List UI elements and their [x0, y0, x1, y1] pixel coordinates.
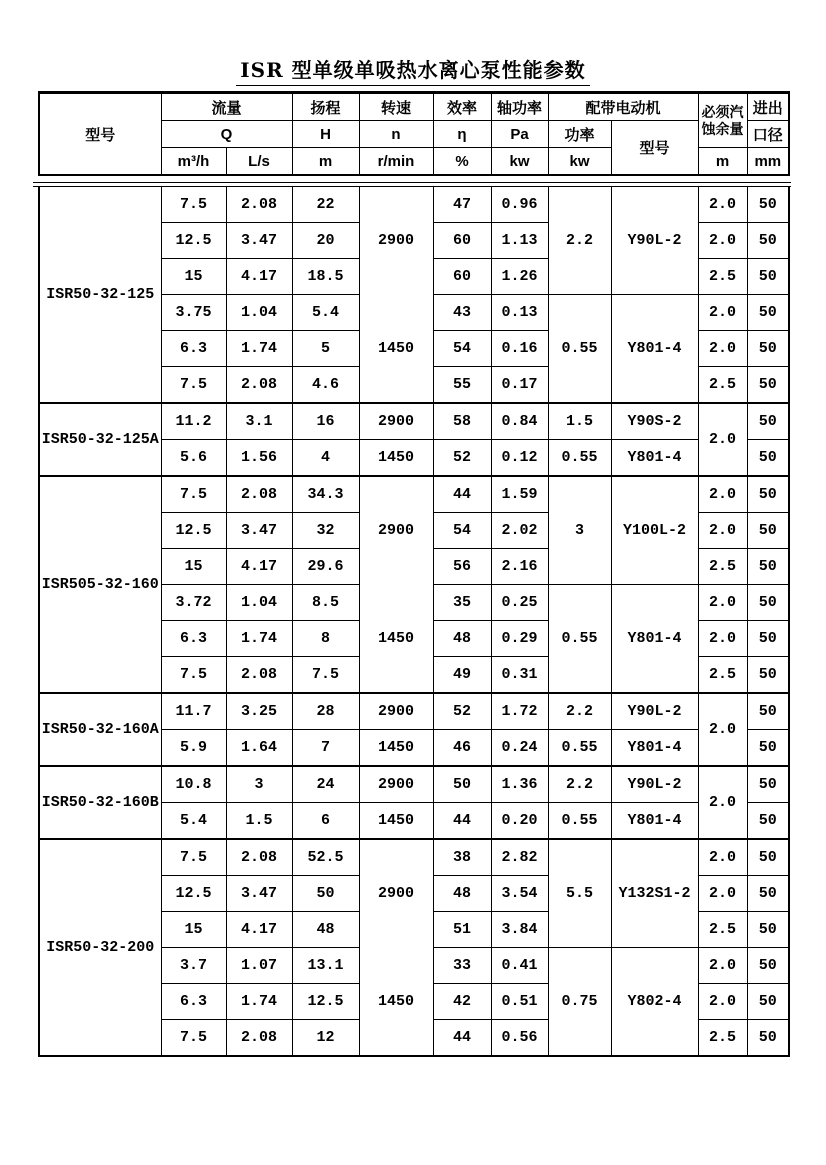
header-port-line2: 口径: [747, 121, 789, 148]
flow-ls-value: 1.07: [226, 948, 292, 984]
flow-ls-value: 3.47: [226, 513, 292, 549]
shaft-power-value: 0.56: [491, 1020, 548, 1057]
port-diameter-value: 50: [747, 657, 789, 694]
npsh-value: 2.0: [698, 476, 747, 513]
head-value: 18.5: [292, 259, 359, 295]
flow-m3h-value: 7.5: [161, 367, 226, 404]
port-diameter-value: 50: [747, 549, 789, 585]
shaft-power-value: 3.54: [491, 876, 548, 912]
shaft-power-value: 2.02: [491, 513, 548, 549]
header-speed: 转速: [359, 93, 433, 121]
flow-m3h-value: 7.5: [161, 187, 226, 223]
efficiency-value: 54: [433, 331, 491, 367]
npsh-value: 2.0: [698, 187, 747, 223]
flow-m3h-value: 3.7: [161, 948, 226, 984]
npsh-value: 2.0: [698, 948, 747, 984]
header-shaft-power-symbol: Pa: [491, 121, 548, 148]
motor-power-value: 0.75: [548, 948, 611, 1057]
efficiency-value: 42: [433, 984, 491, 1020]
npsh-value: 2.0: [698, 513, 747, 549]
motor-power-value: 0.55: [548, 295, 611, 404]
header-motor: 配带电动机: [548, 93, 698, 121]
flow-m3h-value: 10.8: [161, 766, 226, 803]
efficiency-value: 35: [433, 585, 491, 621]
header-speed-unit: r/min: [359, 148, 433, 176]
header-npsh: [698, 93, 747, 148]
port-diameter-value: 50: [747, 585, 789, 621]
speed-hi: 2900: [377, 522, 414, 540]
flow-ls-value: 4.17: [226, 259, 292, 295]
head-value: 16: [292, 403, 359, 440]
motor-power-value: 2.2: [548, 766, 611, 803]
header-npsh-line1: 必须汽: [701, 103, 744, 120]
pump-model: ISR50-32-125A: [39, 403, 161, 476]
motor-model-value: Y90L-2: [611, 693, 698, 730]
head-value: 48: [292, 912, 359, 948]
head-value: 28: [292, 693, 359, 730]
efficiency-value: 60: [433, 223, 491, 259]
flow-ls-value: 1.5: [226, 803, 292, 840]
efficiency-value: 38: [433, 839, 491, 876]
shaft-power-value: 1.59: [491, 476, 548, 513]
port-diameter-value: 50: [747, 693, 789, 730]
port-diameter-value: 50: [747, 403, 789, 440]
efficiency-value: 49: [433, 657, 491, 694]
speed-hi: 2900: [377, 232, 414, 250]
motor-model-value: Y90S-2: [611, 403, 698, 440]
npsh-value: 2.5: [698, 657, 747, 694]
npsh-value: 2.0: [698, 585, 747, 621]
npsh-value: 2.5: [698, 367, 747, 404]
header-efficiency-symbol: η: [433, 121, 491, 148]
flow-ls-value: 4.17: [226, 912, 292, 948]
port-diameter-value: 50: [747, 912, 789, 948]
flow-m3h-value: 7.5: [161, 1020, 226, 1057]
flow-ls-value: 1.64: [226, 730, 292, 767]
npsh-value: 2.0: [698, 839, 747, 876]
port-diameter-value: 50: [747, 259, 789, 295]
motor-power-value: 0.55: [548, 730, 611, 767]
shaft-power-value: 1.26: [491, 259, 548, 295]
head-value: 7.5: [292, 657, 359, 694]
port-diameter-value: 50: [747, 187, 789, 223]
shaft-power-value: 1.72: [491, 693, 548, 730]
flow-m3h-value: 5.4: [161, 803, 226, 840]
pump-model: ISR50-32-200: [39, 839, 161, 1056]
header-efficiency-unit: %: [433, 148, 491, 176]
flow-ls-value: 3.25: [226, 693, 292, 730]
npsh-value: 2.5: [698, 549, 747, 585]
speed-value: 2900: [359, 693, 433, 730]
efficiency-value: 44: [433, 1020, 491, 1057]
shaft-power-value: 2.82: [491, 839, 548, 876]
flow-m3h-value: 7.5: [161, 839, 226, 876]
flow-ls-value: 2.08: [226, 839, 292, 876]
shaft-power-value: 1.13: [491, 223, 548, 259]
table-row: [39, 476, 789, 513]
header-motor-power: 功率: [548, 121, 611, 148]
header-shaft-power: 轴功率: [491, 93, 548, 121]
table-row: [39, 839, 789, 876]
table-row: [39, 403, 789, 440]
motor-power-value: 5.5: [548, 839, 611, 948]
port-diameter-value: 50: [747, 331, 789, 367]
flow-m3h-value: 11.2: [161, 403, 226, 440]
npsh-value: 2.0: [698, 331, 747, 367]
flow-m3h-value: 15: [161, 549, 226, 585]
efficiency-value: 46: [433, 730, 491, 767]
port-diameter-value: 50: [747, 730, 789, 767]
npsh-value: 2.0: [698, 984, 747, 1020]
flow-ls-value: 1.04: [226, 585, 292, 621]
speed-value: 1450: [359, 440, 433, 477]
speed-hi: 2900: [377, 885, 414, 903]
npsh-value: 2.0: [698, 693, 747, 766]
flow-m3h-value: 12.5: [161, 223, 226, 259]
motor-power-value: 3: [548, 476, 611, 585]
motor-power-value: 2.2: [548, 693, 611, 730]
efficiency-value: 48: [433, 621, 491, 657]
efficiency-value: 47: [433, 187, 491, 223]
efficiency-value: 58: [433, 403, 491, 440]
motor-power-value: 0.55: [548, 803, 611, 840]
motor-model-value: Y100L-2: [611, 476, 698, 585]
head-value: 4.6: [292, 367, 359, 404]
shaft-power-value: 0.29: [491, 621, 548, 657]
pump-model: ISR505-32-160: [39, 476, 161, 693]
shaft-power-value: 0.31: [491, 657, 548, 694]
flow-m3h-value: 7.5: [161, 476, 226, 513]
motor-model-value: Y801-4: [611, 295, 698, 404]
npsh-value: 2.0: [698, 766, 747, 839]
port-diameter-value: 50: [747, 876, 789, 912]
motor-model-value: Y802-4: [611, 948, 698, 1057]
page-title: [0, 54, 826, 86]
flow-ls-value: 1.04: [226, 295, 292, 331]
flow-ls-value: 3.47: [226, 223, 292, 259]
flow-m3h-value: 12.5: [161, 513, 226, 549]
header-efficiency: 效率: [433, 93, 491, 121]
flow-ls-value: 2.08: [226, 367, 292, 404]
efficiency-value: 60: [433, 259, 491, 295]
speed-value: 1450: [359, 730, 433, 767]
shaft-power-value: 0.24: [491, 730, 548, 767]
efficiency-value: 55: [433, 367, 491, 404]
port-diameter-value: 50: [747, 1020, 789, 1057]
pump-model: ISR50-32-160B: [39, 766, 161, 839]
table-row: [39, 693, 789, 730]
flow-m3h-value: 12.5: [161, 876, 226, 912]
shaft-power-value: 0.41: [491, 948, 548, 984]
header-flow-symbol: Q: [161, 121, 292, 148]
speed-lo: 1450: [377, 339, 414, 357]
port-diameter-value: 50: [747, 513, 789, 549]
motor-power-value: 2.2: [548, 187, 611, 295]
flow-m3h-value: 3.75: [161, 295, 226, 331]
flow-ls-value: 2.08: [226, 187, 292, 223]
shaft-power-value: 0.51: [491, 984, 548, 1020]
efficiency-value: 43: [433, 295, 491, 331]
efficiency-value: 52: [433, 440, 491, 477]
npsh-value: 2.0: [698, 223, 747, 259]
header-npsh-unit: m: [698, 148, 747, 176]
header-motor-power-unit: kw: [548, 148, 611, 176]
shaft-power-value: 0.25: [491, 585, 548, 621]
header-flow-unit-m3h: m³/h: [161, 148, 226, 176]
flow-m3h-value: 15: [161, 259, 226, 295]
port-diameter-value: 50: [747, 367, 789, 404]
shaft-power-value: 0.13: [491, 295, 548, 331]
head-value: 6: [292, 803, 359, 840]
flow-ls-value: 3.47: [226, 876, 292, 912]
flow-ls-value: 2.08: [226, 476, 292, 513]
speed-value: 1450: [359, 803, 433, 840]
motor-model-value: Y90L-2: [611, 766, 698, 803]
shaft-power-value: 0.96: [491, 187, 548, 223]
efficiency-value: 51: [433, 912, 491, 948]
efficiency-value: 50: [433, 766, 491, 803]
motor-model-value: Y801-4: [611, 803, 698, 840]
port-diameter-value: 50: [747, 766, 789, 803]
shaft-power-value: 0.12: [491, 440, 548, 477]
flow-m3h-value: 3.72: [161, 585, 226, 621]
shaft-power-value: 1.36: [491, 766, 548, 803]
shaft-power-value: 0.20: [491, 803, 548, 840]
port-diameter-value: 50: [747, 839, 789, 876]
flow-ls-value: 3: [226, 766, 292, 803]
flow-ls-value: 3.1: [226, 403, 292, 440]
port-diameter-value: 50: [747, 223, 789, 259]
head-value: 8.5: [292, 585, 359, 621]
port-diameter-value: 50: [747, 440, 789, 477]
shaft-power-value: 0.84: [491, 403, 548, 440]
motor-power-value: 1.5: [548, 403, 611, 440]
port-diameter-value: 50: [747, 295, 789, 331]
shaft-power-value: 2.16: [491, 549, 548, 585]
header-flow-unit-ls: L/s: [226, 148, 292, 176]
flow-ls-value: 1.74: [226, 621, 292, 657]
flow-ls-value: 2.08: [226, 657, 292, 694]
speed-value: [359, 187, 433, 403]
npsh-value: 2.0: [698, 403, 747, 476]
port-diameter-value: 50: [747, 803, 789, 840]
efficiency-value: 56: [433, 549, 491, 585]
table-row: [39, 766, 789, 803]
head-value: 5.4: [292, 295, 359, 331]
speed-value: 2900: [359, 403, 433, 440]
header-npsh-line2: 蚀余量: [701, 120, 744, 137]
pump-model: ISR50-32-125: [39, 187, 161, 403]
header-shaft-power-unit: kw: [491, 148, 548, 176]
flow-m3h-value: 6.3: [161, 331, 226, 367]
flow-m3h-value: 11.7: [161, 693, 226, 730]
header-head: 扬程: [292, 93, 359, 121]
motor-model-value: Y801-4: [611, 730, 698, 767]
speed-lo: 1450: [377, 992, 414, 1010]
head-value: 8: [292, 621, 359, 657]
header-port-line1: 进出: [747, 93, 789, 121]
speed-value: [359, 839, 433, 1056]
header-flow: 流量: [161, 93, 292, 121]
table-row: [39, 187, 789, 223]
head-value: 22: [292, 187, 359, 223]
header-pump-model: 型号: [39, 93, 161, 176]
head-value: 34.3: [292, 476, 359, 513]
flow-ls-value: 2.08: [226, 1020, 292, 1057]
efficiency-value: 44: [433, 476, 491, 513]
flow-m3h-value: 7.5: [161, 657, 226, 694]
efficiency-value: 52: [433, 693, 491, 730]
npsh-value: 2.5: [698, 259, 747, 295]
shaft-power-value: 3.84: [491, 912, 548, 948]
npsh-value: 2.5: [698, 1020, 747, 1057]
header-port-unit: mm: [747, 148, 789, 176]
speed-value: [359, 476, 433, 693]
page-title-text: ISR 型单级单吸热水离心泵性能参数: [236, 54, 589, 86]
head-value: 24: [292, 766, 359, 803]
header-head-unit: m: [292, 148, 359, 176]
head-value: 5: [292, 331, 359, 367]
shaft-power-value: 0.16: [491, 331, 548, 367]
motor-power-value: 0.55: [548, 440, 611, 477]
header-head-symbol: H: [292, 121, 359, 148]
head-value: 50: [292, 876, 359, 912]
flow-m3h-value: 5.6: [161, 440, 226, 477]
speed-lo: 1450: [377, 629, 414, 647]
port-diameter-value: 50: [747, 984, 789, 1020]
head-value: 4: [292, 440, 359, 477]
port-diameter-value: 50: [747, 948, 789, 984]
motor-model-value: Y90L-2: [611, 187, 698, 295]
npsh-value: 2.5: [698, 912, 747, 948]
head-value: 20: [292, 223, 359, 259]
flow-m3h-value: 5.9: [161, 730, 226, 767]
header-table: [38, 91, 790, 176]
head-value: 12: [292, 1020, 359, 1057]
efficiency-value: 48: [433, 876, 491, 912]
data-table: [38, 187, 790, 1057]
head-value: 32: [292, 513, 359, 549]
flow-m3h-value: 15: [161, 912, 226, 948]
flow-ls-value: 1.74: [226, 331, 292, 367]
head-value: 7: [292, 730, 359, 767]
head-value: 29.6: [292, 549, 359, 585]
motor-model-value: Y801-4: [611, 440, 698, 477]
head-value: 12.5: [292, 984, 359, 1020]
flow-m3h-value: 6.3: [161, 621, 226, 657]
head-value: 13.1: [292, 948, 359, 984]
head-value: 52.5: [292, 839, 359, 876]
header-motor-model: 型号: [611, 121, 698, 176]
npsh-value: 2.0: [698, 295, 747, 331]
flow-m3h-value: 6.3: [161, 984, 226, 1020]
shaft-power-value: 0.17: [491, 367, 548, 404]
flow-ls-value: 1.56: [226, 440, 292, 477]
npsh-value: 2.0: [698, 621, 747, 657]
efficiency-value: 44: [433, 803, 491, 840]
motor-power-value: 0.55: [548, 585, 611, 694]
motor-model-value: Y801-4: [611, 585, 698, 694]
header-speed-symbol: n: [359, 121, 433, 148]
speed-value: 2900: [359, 766, 433, 803]
port-diameter-value: 50: [747, 476, 789, 513]
npsh-value: 2.0: [698, 876, 747, 912]
efficiency-value: 33: [433, 948, 491, 984]
pump-model: ISR50-32-160A: [39, 693, 161, 766]
flow-ls-value: 1.74: [226, 984, 292, 1020]
motor-model-value: Y132S1-2: [611, 839, 698, 948]
port-diameter-value: 50: [747, 621, 789, 657]
efficiency-value: 54: [433, 513, 491, 549]
flow-ls-value: 4.17: [226, 549, 292, 585]
